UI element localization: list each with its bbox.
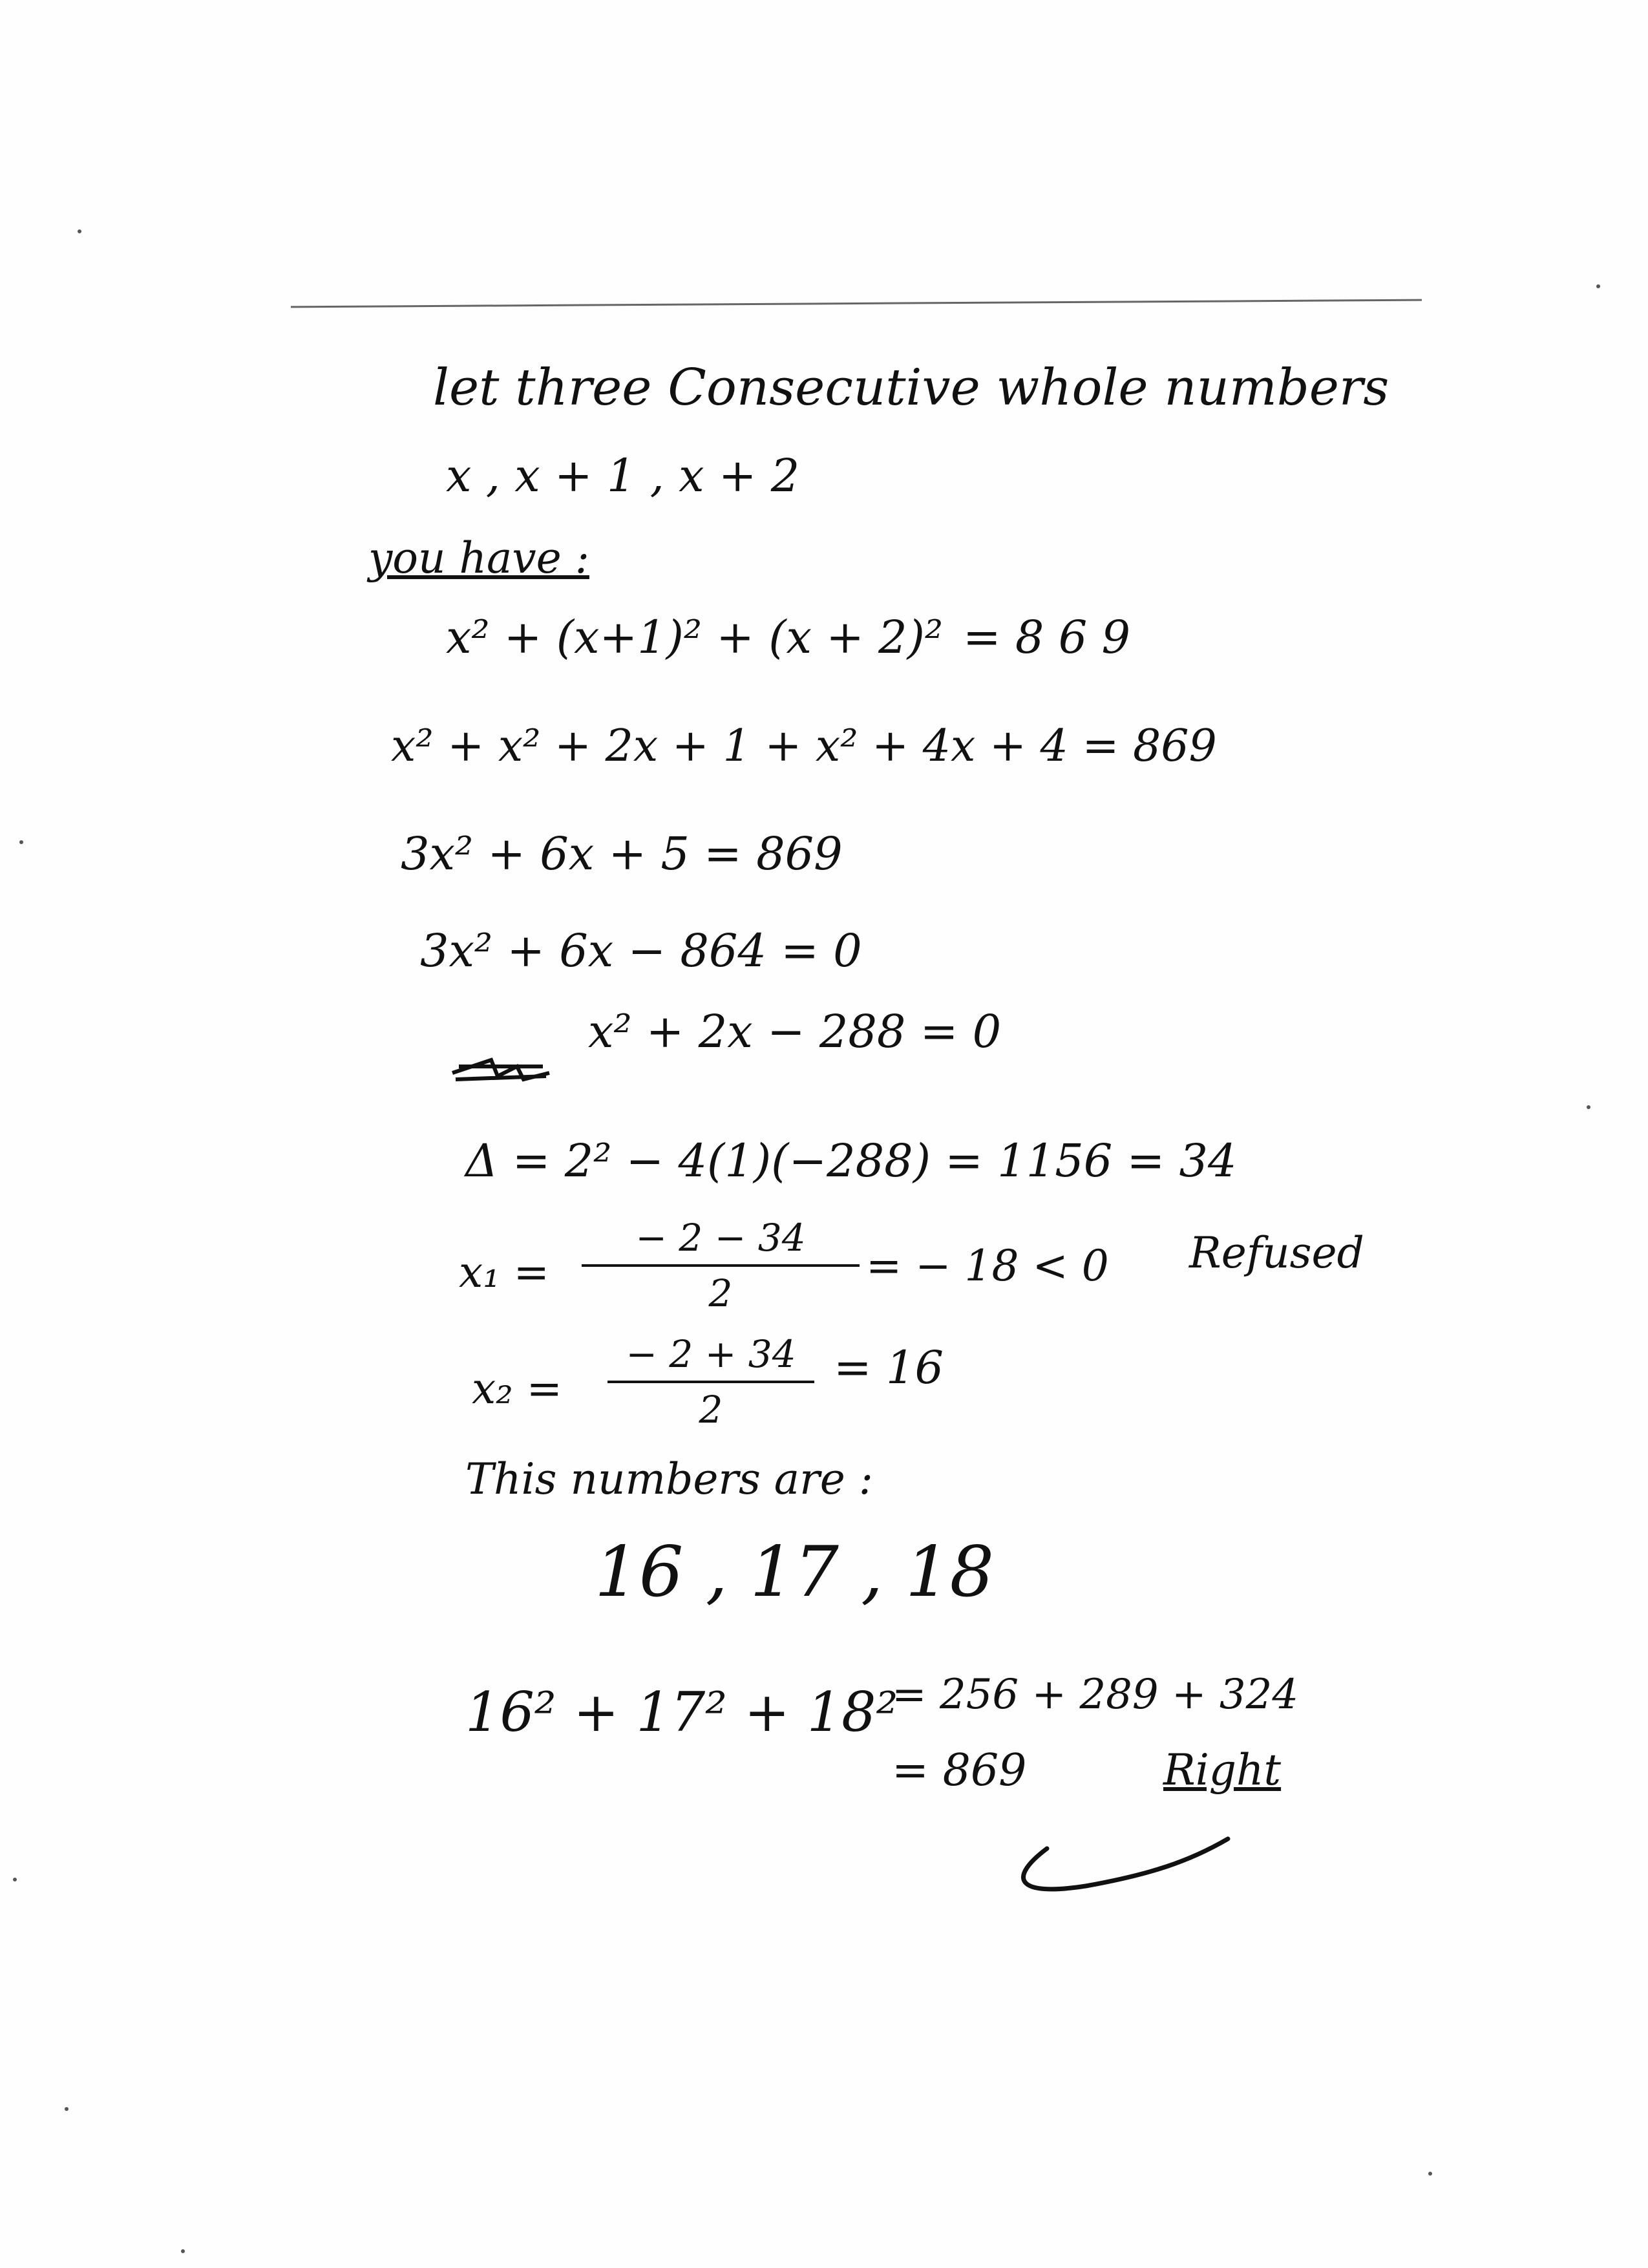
equation-2: x² + x² + 2x + 1 + x² + 4x + 4 = 869 [391,721,1217,772]
numbers-are-line: This numbers are : [465,1454,873,1504]
scan-speck [13,1878,17,1881]
answer-line: 16 , 17 , 18 [595,1532,995,1613]
scan-speck [65,2107,69,2111]
check-rhs-2: = 869 [892,1745,1027,1796]
check-rhs-1: = 256 + 289 + 324 [892,1671,1299,1719]
intro-line: let three Consecutive whole numbers [433,359,1389,417]
x1-label: x₁ = [459,1247,549,1297]
equation-1-lhs: x² + (x+1)² + (x + 2)² [446,611,944,664]
scan-speck [1596,284,1600,288]
x2-denominator: 2 [699,1388,723,1432]
equation-3: 3x² + 6x + 5 = 869 [401,827,843,880]
x1-result: = − 18 < 0 [866,1241,1109,1291]
discriminant-line: Δ = 2² − 4(1)(−288) = 1156 = 34 [465,1134,1237,1187]
x2-numerator: − 2 + 34 [626,1332,796,1376]
scan-speck [1587,1105,1590,1109]
check-lhs: 16² + 17² + 18² [465,1680,898,1744]
x1-refused-note: Refused [1189,1228,1364,1278]
you-have-line: you have : [368,533,589,583]
scan-speck [19,840,23,844]
x2-label: x₂ = [472,1364,562,1414]
equation-1-rhs: = 8 6 9 [963,611,1131,664]
check-swoosh [1024,1839,1228,1889]
x1-numerator: − 2 − 34 [635,1216,806,1260]
x2-result: = 16 [834,1341,944,1394]
variables-line: x , x + 1 , x + 2 [446,449,800,502]
check-right-note: Right [1163,1745,1282,1795]
equation-4: 3x² + 6x − 864 = 0 [420,924,862,977]
scan-speck [78,229,81,233]
scan-speck [1428,2172,1432,2176]
equation-5: x² + 2x − 288 = 0 [588,1005,1002,1058]
x1-denominator: 2 [708,1271,733,1315]
scan-speck [181,2249,185,2253]
crossed-out-scribble [452,1060,549,1079]
